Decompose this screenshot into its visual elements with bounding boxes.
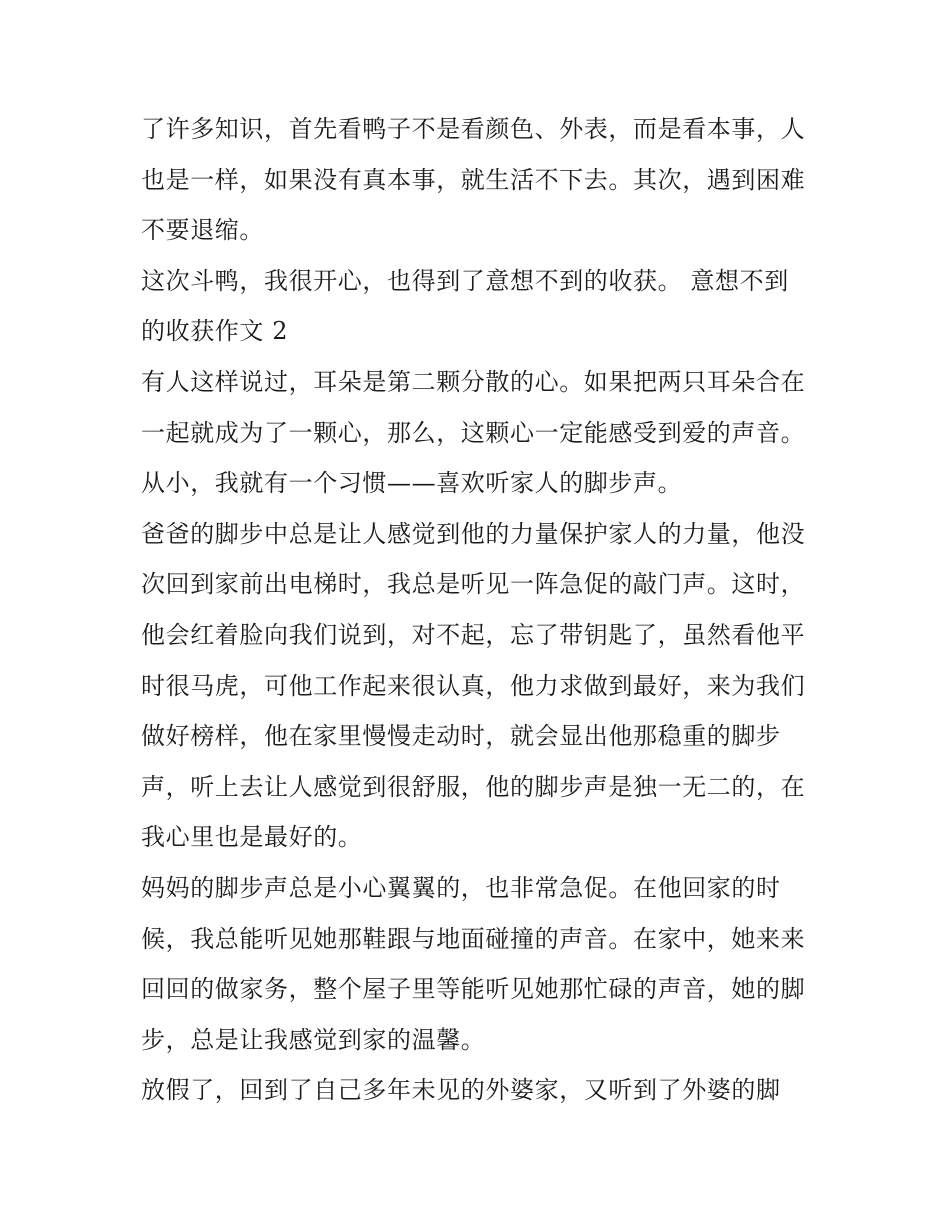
text-line: 一起就成为了一颗心，那么，这颗心一定能感受到爱的声音。 (141, 418, 806, 447)
text-line: 的收获作文 2 (141, 317, 289, 346)
text-line: 了许多知识，首先看鸭子不是看颜色、外表，而是看本事，人 (141, 115, 806, 143)
text-line: 不要退缩。 (141, 216, 264, 245)
text-line: 也是一样，如果没有真本事，就生活不下去。其次，遇到困难 (141, 165, 806, 194)
text-line: 有人这样说过，耳朵是第二颗分散的心。如果把两只耳朵合在 (141, 367, 806, 396)
text-line: 声，听上去让人感觉到很舒服，他的脚步声是独一无二的，在 (141, 772, 806, 801)
text-line: 爸爸的脚步中总是让人感觉到他的力量保护家人的力量，他没 (141, 519, 806, 548)
text-line: 回回的做家务，整个屋子里等能听见她那忙碌的声音，她的脚 (141, 975, 806, 1004)
text-line: 妈妈的脚步声总是小心翼翼的，也非常急促。在他回家的时 (141, 873, 781, 902)
text-line: 他会红着脸向我们说到，对不起，忘了带钥匙了，虽然看他平 (141, 620, 806, 649)
text-line: 步，总是让我感觉到家的温馨。 (141, 1025, 486, 1054)
text-line: 从小，我就有一个习惯——喜欢听家人的脚步声。 (141, 469, 683, 498)
text-line: 候，我总能听见她那鞋跟与地面碰撞的声音。在家中，她来来 (141, 924, 806, 953)
text-line: 做好榜样，他在家里慢慢走动时，就会显出他那稳重的脚步 (141, 722, 781, 751)
text-line: 这次斗鸭，我很开心，也得到了意想不到的收获。 意想不到 (141, 266, 789, 295)
text-line: 时很马虎，可他工作起来很认真，他力求做到最好，来为我们 (141, 671, 806, 700)
text-line: 放假了，回到了自己多年未见的外婆家，又听到了外婆的脚 (141, 1076, 781, 1105)
document-body (141, 104, 831, 1116)
text-line: 次回到家前出电梯时，我总是听见一阵急促的敲门声。这时， (141, 570, 806, 599)
text-line: 我心里也是最好的。 (141, 823, 363, 852)
